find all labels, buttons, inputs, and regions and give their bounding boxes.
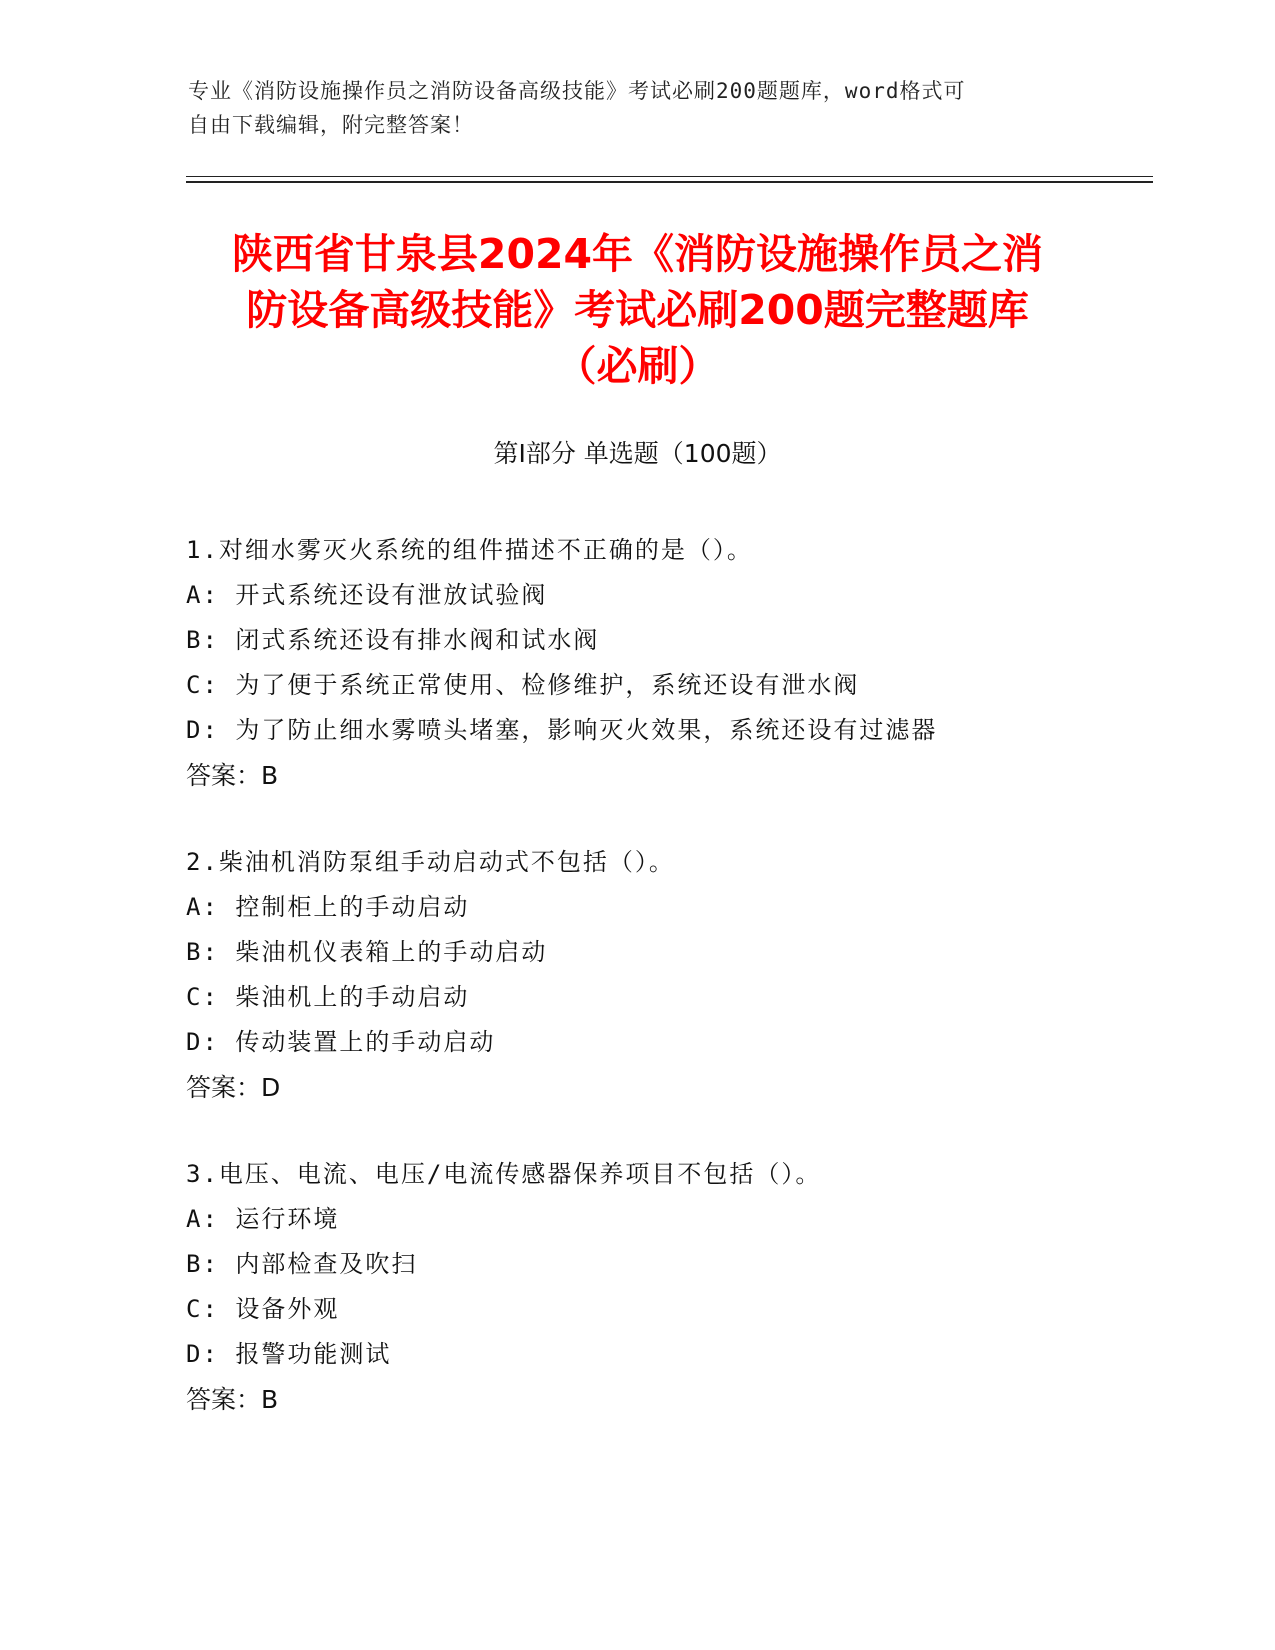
document-title-line-2: 防设备高级技能》考试必刷200题完整题库 xyxy=(246,286,1029,334)
question-item xyxy=(186,1152,1146,1422)
answer: 答案：B xyxy=(186,1385,279,1414)
question-stem: 3.电压、电流、电压/电流传感器保养项目不包括（）。 xyxy=(186,1160,822,1188)
header-note-line-2: 自由下载编辑，附完整答案！ xyxy=(188,113,474,137)
header-note-line-1: 专业《消防设施操作员之消防设备高级技能》考试必刷200题题库，word格式可 xyxy=(188,79,966,103)
option-a: A: 开式系统还设有泄放试验阀 xyxy=(186,581,548,609)
document-title-line-1: 陕西省甘泉县2024年《消防设施操作员之消 xyxy=(231,230,1044,278)
option-b: B: 柴油机仪表箱上的手动启动 xyxy=(186,938,548,966)
option-d: D: 为了防止细水雾喷头堵塞，影响灭火效果，系统还设有过滤器 xyxy=(186,716,938,744)
header-note xyxy=(188,74,1088,142)
question-item xyxy=(186,528,1146,798)
option-c: C: 设备外观 xyxy=(186,1295,340,1323)
option-b: B: 内部检查及吹扫 xyxy=(186,1250,418,1278)
option-c: C: 柴油机上的手动启动 xyxy=(186,983,470,1011)
question-stem: 2.柴油机消防泵组手动启动式不包括（）。 xyxy=(186,848,675,876)
option-c: C: 为了便于系统正常使用、检修维护，系统还设有泄水阀 xyxy=(186,671,860,699)
option-a: A: 控制柜上的手动启动 xyxy=(186,893,470,921)
question-stem: 1.对细水雾灭火系统的组件描述不正确的是（）。 xyxy=(186,536,753,564)
option-d: D: 传动装置上的手动启动 xyxy=(186,1028,496,1056)
header-divider-thick xyxy=(186,181,1153,183)
answer: 答案：B xyxy=(186,761,279,790)
document-title xyxy=(150,226,1125,394)
answer: 答案：D xyxy=(186,1073,281,1102)
section-title: 第Ⅰ部分 单选题（100题） xyxy=(493,439,782,468)
option-b: B: 闭式系统还设有排水阀和试水阀 xyxy=(186,626,600,654)
question-list xyxy=(186,528,1146,1464)
option-d: D: 报警功能测试 xyxy=(186,1340,392,1368)
question-item xyxy=(186,840,1146,1110)
document-title-line-3: （必刷） xyxy=(555,342,720,390)
option-a: A: 运行环境 xyxy=(186,1205,340,1233)
header-divider-thin xyxy=(186,176,1153,177)
